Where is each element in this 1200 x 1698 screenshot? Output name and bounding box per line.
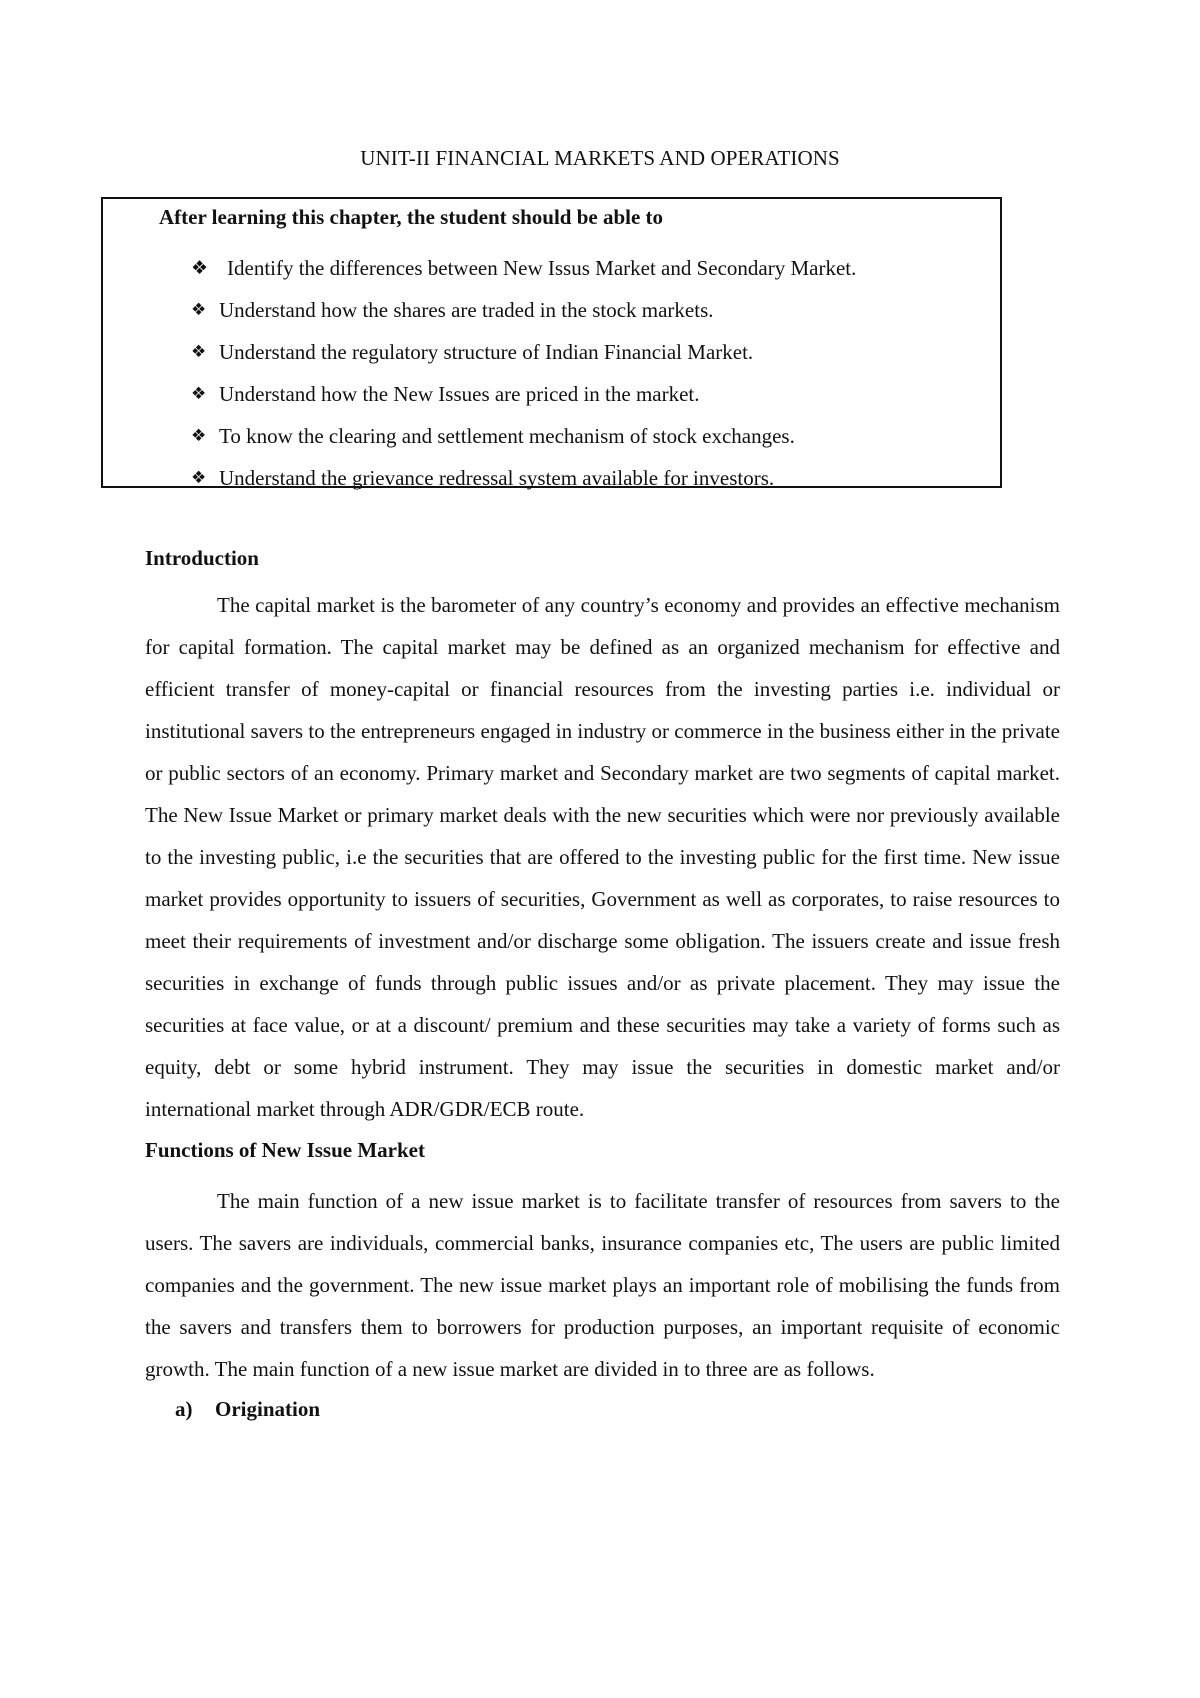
objective-text: Understand how the New Issues are priced in the market. bbox=[219, 382, 700, 406]
objective-text: To know the clearing and settlement mechanism of stock exchanges. bbox=[219, 424, 795, 448]
four-diamond-bullet-icon: ❖ bbox=[191, 468, 207, 488]
objective-item bbox=[191, 415, 856, 457]
body-content bbox=[145, 538, 1060, 1428]
learning-objectives-box bbox=[101, 197, 1002, 488]
objectives-list bbox=[191, 247, 856, 499]
objective-item bbox=[191, 247, 856, 289]
subsection-title: Origination bbox=[215, 1397, 321, 1421]
four-diamond-bullet-icon: ❖ bbox=[191, 342, 207, 362]
four-diamond-bullet-icon: ❖ bbox=[191, 300, 207, 320]
subsection-label: a) bbox=[175, 1397, 193, 1421]
objective-text: Identify the differences between New Issus Market and Secondary Market. bbox=[227, 256, 857, 280]
objectives-heading: After learning this chapter, the student should be able to bbox=[159, 205, 664, 229]
objective-item bbox=[191, 289, 856, 331]
objective-item bbox=[191, 373, 856, 415]
objective-item bbox=[191, 331, 856, 373]
functions-heading: Functions of New Issue Market bbox=[145, 1138, 425, 1162]
objective-text: Understand the grievance redressal system available for investors. bbox=[219, 466, 775, 490]
page-title: UNIT-II FINANCIAL MARKETS AND OPERATIONS bbox=[360, 146, 840, 170]
objective-text: Understand the regulatory structure of Indian Financial Market. bbox=[219, 340, 754, 364]
diamond-bullet-icon: ❖ bbox=[191, 257, 209, 279]
functions-paragraph: The main function of a new issue market is to facilitate transfer of resources from savers to the users. The savers are individuals, commercial banks, insurance companies etc, The users are public limited companies and the government. The new issue market plays an important role of mobilising the funds from the savers and transfers them to borrowers for production purposes, an important requisite of economic growth. The main function of a new issue market are divided in to three are as follows. bbox=[145, 1189, 1060, 1381]
four-diamond-bullet-icon: ❖ bbox=[191, 384, 207, 404]
objective-text: Understand how the shares are traded in the stock markets. bbox=[219, 298, 714, 322]
objective-item bbox=[191, 457, 856, 499]
origination-subheading bbox=[175, 1390, 1060, 1428]
introduction-heading: Introduction bbox=[145, 546, 259, 570]
introduction-paragraph: The capital market is the barometer of any country’s economy and provides an effective mechanism for capital formation. The capital market may be defined as an organized mechanism for effective and efficient transfer of money-capital or financial resources from the investing parties i.e. individual or institutional savers to the entrepreneurs engaged in industry or commerce in the business either in the private or public sectors of an economy. Primary market and Secondary market are two segments of capital market. The New Issue Market or primary market deals with the new securities which were nor previously available to the investing public, i.e the securities that are offered to the investing public for the first time. New issue market provides opportunity to issuers of securities, Government as well as corporates, to raise resources to meet their requirements of investment and/or discharge some obligation. The issuers create and issue fresh securities in exchange of funds through public issues and/or as private placement. They may issue the securities at face value, or at a discount/ premium and these securities may take a variety of forms such as equity, debt or some hybrid instrument. They may issue the securities in domestic market and/or international market through ADR/GDR/ECB route. bbox=[145, 593, 1060, 1121]
four-diamond-bullet-icon: ❖ bbox=[191, 426, 207, 446]
